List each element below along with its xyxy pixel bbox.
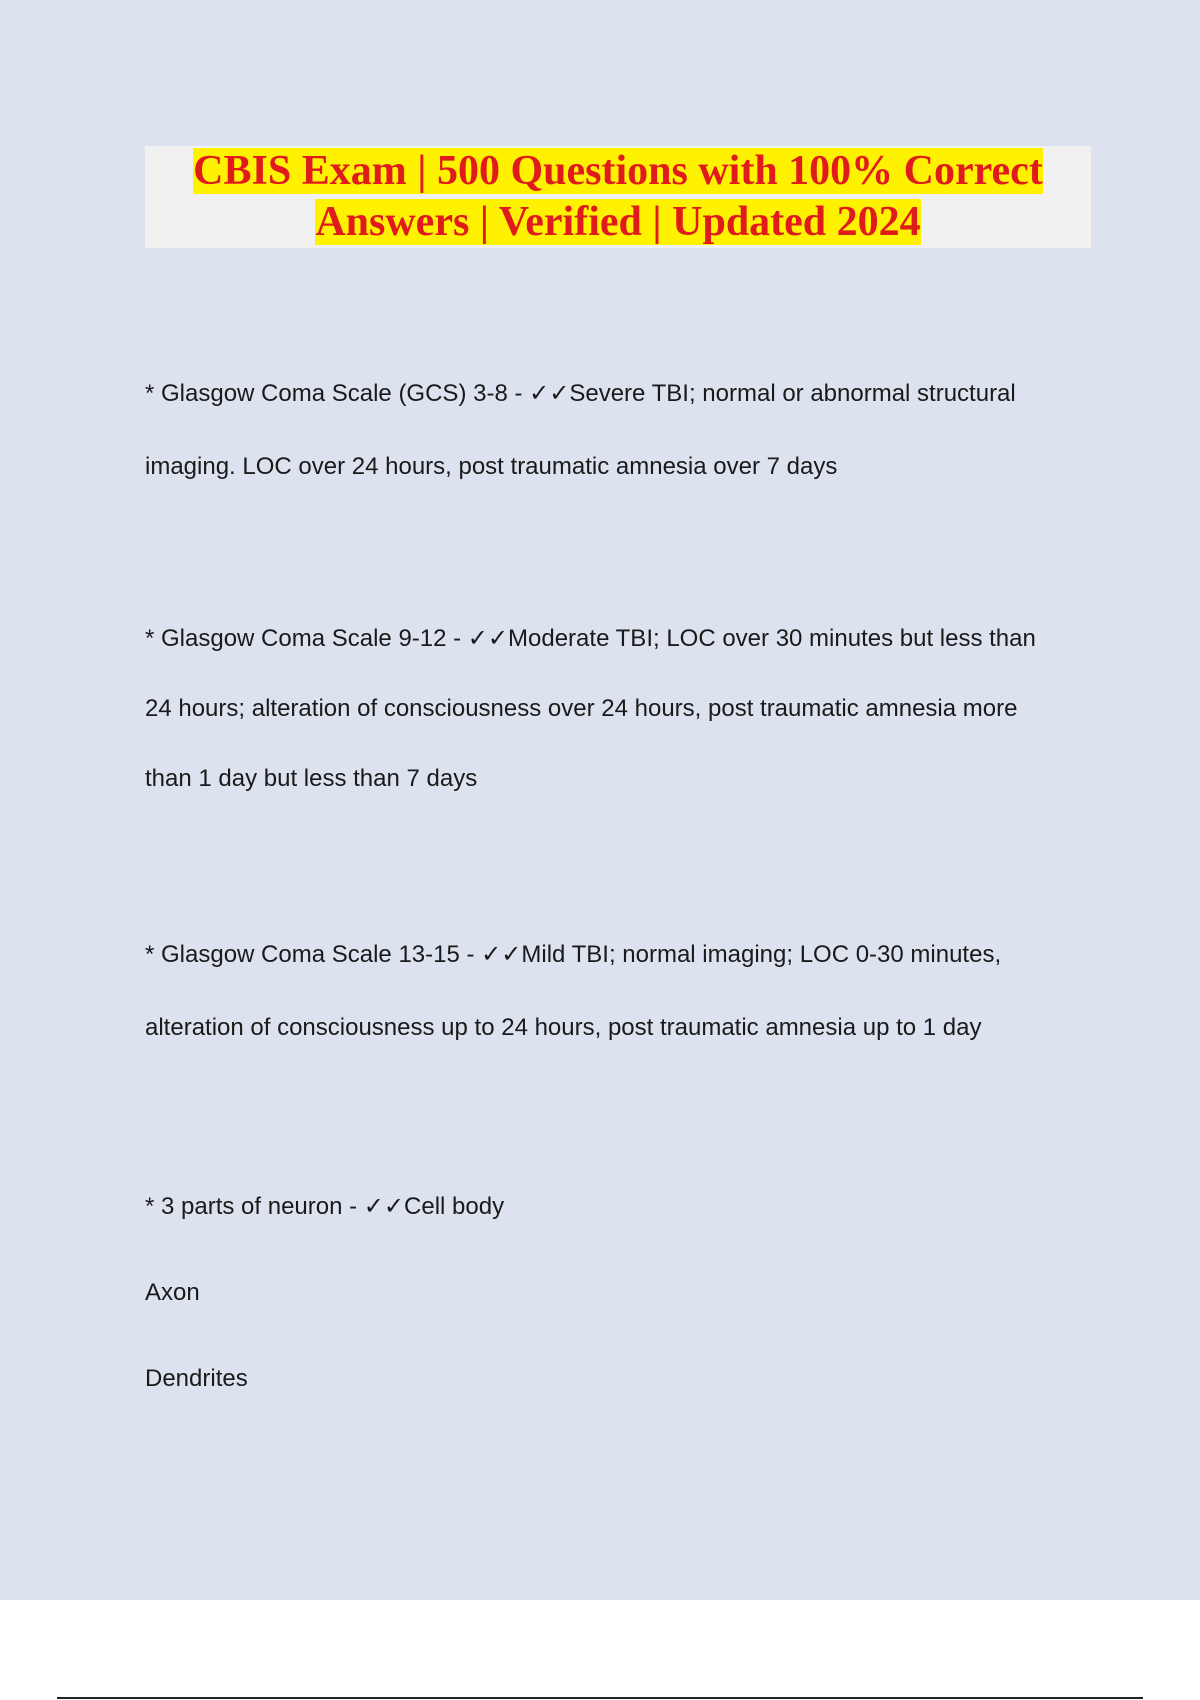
title-line-1: CBIS Exam | 500 Questions with 100% Correct <box>193 148 1043 194</box>
qa-entry-gcs-moderate <box>145 604 1095 814</box>
qa-line: imaging. LOC over 24 hours, post traumatic amnesia over 7 days <box>145 453 838 480</box>
qa-line: Dendrites <box>145 1365 248 1392</box>
qa-entry-gcs-mild <box>145 918 1095 1064</box>
qa-line: than 1 day but less than 7 days <box>145 765 478 792</box>
qa-line: Axon <box>145 1279 200 1306</box>
title-line-2: Answers | Verified | Updated 2024 <box>315 199 921 245</box>
qa-line: alteration of consciousness up to 24 hours, post traumatic amnesia up to 1 day <box>145 1014 982 1041</box>
qa-line: * Glasgow Coma Scale 13-15 - ✓✓Mild TBI; normal imaging; LOC 0-30 minutes, <box>145 941 1002 968</box>
title-banner <box>145 146 1091 248</box>
qa-line: 24 hours; alteration of consciousness over 24 hours, post traumatic amnesia more <box>145 695 1018 722</box>
qa-entry-gcs-severe <box>145 357 1095 503</box>
qa-entry-neuron-parts <box>145 1164 1095 1422</box>
footer-divider <box>57 1697 1143 1699</box>
qa-line: * Glasgow Coma Scale 9-12 - ✓✓Moderate TBI; LOC over 30 minutes but less than <box>145 625 1036 652</box>
document-title <box>145 146 1091 248</box>
qa-line: * Glasgow Coma Scale (GCS) 3-8 - ✓✓Severe TBI; normal or abnormal structural <box>145 380 1016 407</box>
qa-line: * 3 parts of neuron - ✓✓Cell body <box>145 1193 505 1220</box>
